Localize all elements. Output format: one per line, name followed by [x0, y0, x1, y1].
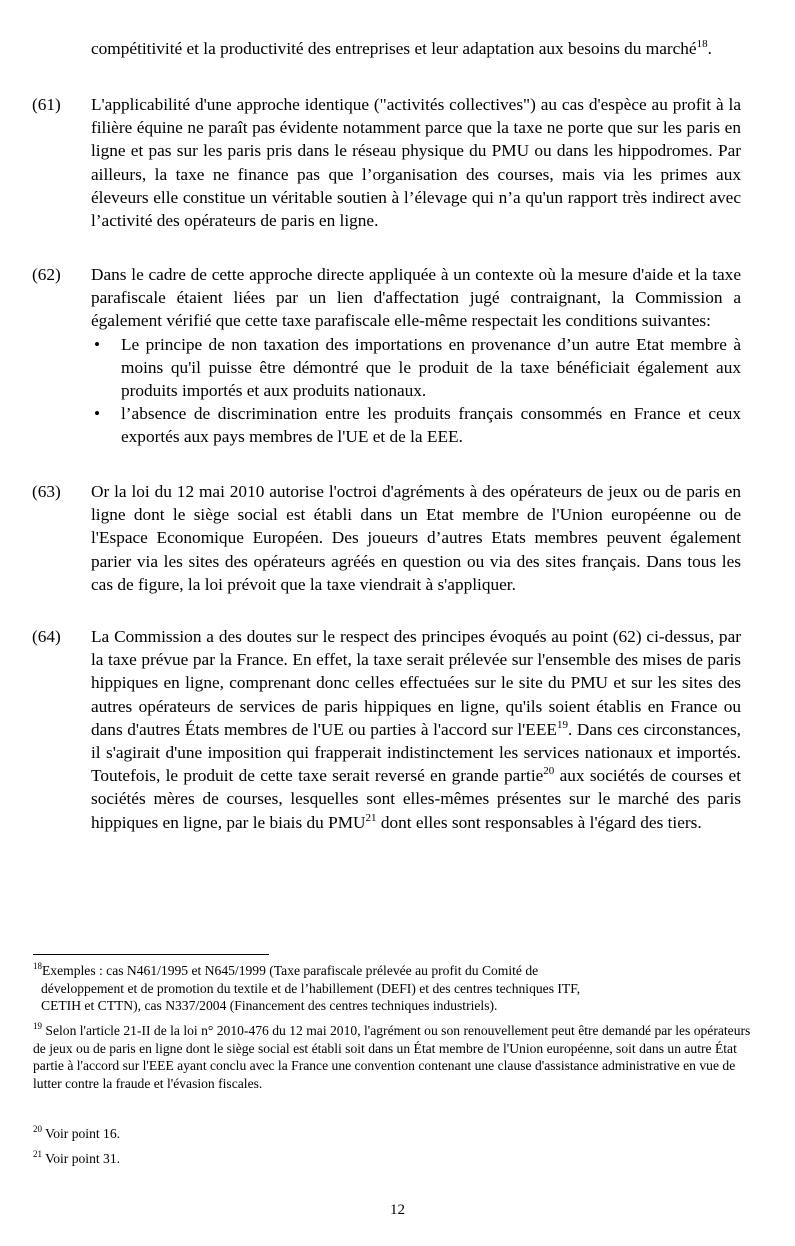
paragraph-63	[32, 480, 741, 596]
footnote-ref-20[interactable]: 20	[543, 765, 555, 778]
footnote-separator	[33, 954, 269, 955]
footnote-20	[33, 1125, 753, 1143]
text-segment: La Commission a des doutes sur le respect des principes évoqués au point (62) ci-dessus, par la taxe prévue par la France. En effet, la taxe serait prélevée sur l'ensemble des mises de paris hippiques en ligne, comprenant donc celles effectuées sur le site du PMU et sur les sites des autres opérateurs de services de paris hippiques en ligne, qu'ils soient établis en France ou dans d'autres États membres de l'UE ou parties à l'accord sur l'EEE	[91, 627, 741, 739]
paragraph-61	[32, 93, 741, 232]
sentence-end: .	[707, 39, 712, 58]
bullet-icon: •	[94, 334, 101, 354]
paragraph-text: Dans le cadre de cette approche directe appliquée à un contexte où la mesure d'aide et la taxe parafiscale étaient liées par un lien d'affectation jugé contraignant, la Commission a également vérifié que cette taxe parafiscale elle-même respectait les conditions suivantes:	[91, 265, 741, 331]
footnote-text: Selon l'article 21-II de la loi n° 2010-476 du 12 mai 2010, l'agrément ou son renouvellement peut être demandé par les opérateurs de jeux ou de paris en ligne dont le siège social est établi soit dans un État membre de l'Union européenne, soit dans un autre État partie à l'accord sur l'EEE ayant conclu avec la France une convention contenant une clause d'assistance administrative en vue de lutter contre la fraude et l'évasion fiscales.	[33, 1023, 751, 1091]
paragraph-text: L'applicabilité d'une approche identique ("activités collectives") au cas d'espèce au profit à la filière équine ne paraît pas évidente notamment parce que la taxe ne porte que sur les paris en ligne et pas sur les paris pris dans le réseau physique du PMU ou dans les hippodromes. Par ailleurs, la taxe ne finance pas que l’organisation des courses, mais via les primes aux éleveurs elle constitue un véritable soutien à l’élevage qui n’a qu'un rapport très indirect avec l’activité des opérateurs de paris en ligne.	[91, 95, 741, 231]
footnote-19	[33, 1022, 753, 1092]
footnote-ref-19[interactable]: 19	[556, 718, 568, 731]
paragraph-64	[32, 625, 741, 834]
footnote-line: développement et de promotion du textile et de l’habillement (DEFI) et des centres techniques ITF,	[41, 980, 581, 996]
footnote-ref-18[interactable]: 18	[696, 38, 708, 50]
continued-text: compétitivité et la productivité des entreprises et leur adaptation aux besoins du marché	[91, 39, 697, 58]
list-item-text: Le principe de non taxation des importations en provenance d’un autre Etat membre à moins qu'il puisse être démontré que le produit de la taxe bénéficiait également aux produits importés et aux produits nationaux.	[121, 334, 741, 401]
bullet-icon: •	[94, 404, 101, 424]
footnote-number: 20	[33, 1124, 42, 1134]
page-number: 12	[390, 1202, 405, 1218]
footnote-text: Voir point 16.	[42, 1126, 121, 1141]
footnote-line: CETIH et CTTN), cas N337/2004 (Financement des centres techniques industriels).	[41, 998, 498, 1013]
list-item-text: l’absence de discrimination entre les produits français consommés en France et ceux exportés aux pays membres de l'UE et de la EEE.	[121, 404, 741, 447]
paragraph-number: (62)	[32, 265, 61, 284]
footnote-text: Voir point 31.	[42, 1151, 121, 1166]
conditions-list	[91, 333, 741, 449]
paragraph-text: Or la loi du 12 mai 2010 autorise l'octroi d'agréments à des opérateurs de jeux ou de paris en ligne dont le siège social est établi dans un Etat membre de l'Union européenne ou de l'Espace Economique Européen. Des joueurs d’autres Etats membres peuvent également parier via les sites des opérateurs agréés en question ou via des sites français. Dans tous les cas de figure, la loi prévoit que la taxe viendrait à s'appliquer.	[91, 482, 741, 594]
footnote-number: 18	[33, 961, 42, 971]
paragraph-body	[91, 263, 741, 449]
footnote-number: 19	[33, 1021, 42, 1031]
list-item	[91, 333, 741, 403]
footnote-number: 21	[33, 1149, 42, 1159]
paragraph-number: (63)	[32, 482, 61, 501]
text-segment: aux sociétés de courses et sociétés mères de courses, lesquelles sont elles-mêmes présentes sur le marché des paris hippiques en ligne, par le biais du PMU	[91, 766, 741, 832]
text-segment: dont elles sont responsables à l'égard des tiers.	[376, 812, 702, 832]
footnote-line	[33, 962, 753, 980]
text-segment: . Dans ces circonstances, il s'agirait d'une imposition qui frapperait indistinctement les services nationaux et importés. Toutefois, le produit de cette taxe serait reversé en grande partie	[91, 719, 742, 786]
list-item	[91, 402, 741, 448]
paragraph-number: (61)	[32, 95, 61, 114]
footnote-ref-21[interactable]: 21	[365, 811, 377, 824]
paragraph-62	[32, 263, 741, 449]
footnote-21	[33, 1150, 753, 1168]
paragraph-text	[91, 625, 741, 834]
paragraph-number: (64)	[32, 627, 61, 646]
footnote-text: Exemples : cas N461/1995 et N645/1999 (Taxe parafiscale prélevée au profit du Comité de	[42, 963, 539, 978]
continued-paragraph	[91, 37, 741, 60]
footnote-18	[33, 962, 753, 1015]
